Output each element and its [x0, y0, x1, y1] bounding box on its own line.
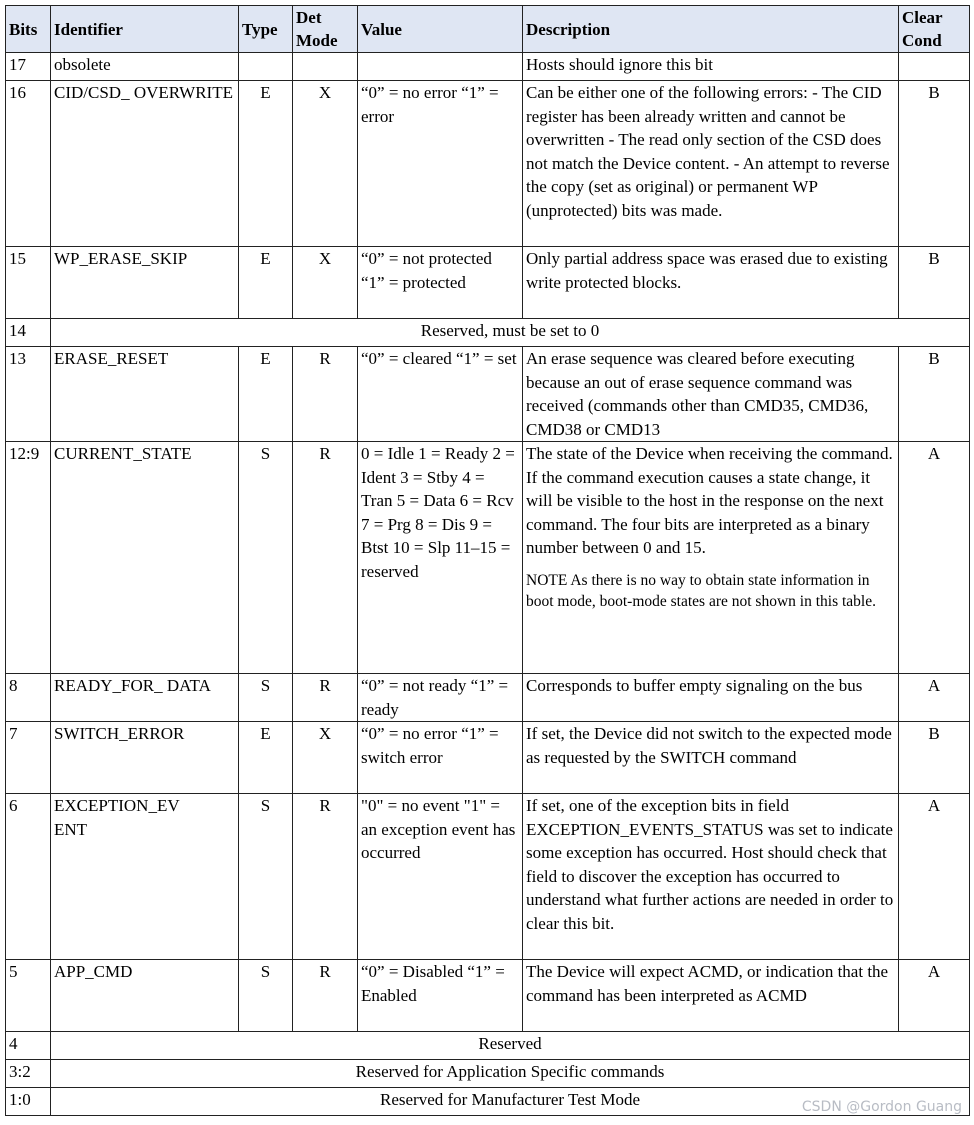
cell-clear-cond: A	[899, 442, 970, 674]
cell-clear-cond	[899, 53, 970, 81]
cell-value: 0 = Idle 1 = Ready 2 = Ident 3 = Stby 4 = Tran 5 = Data 6 = Rcv 7 = Prg 8 = Dis 9 = Btst 10 = Slp 11–15 = reserved	[358, 442, 523, 674]
header-value: Value	[358, 6, 523, 53]
cell-value: “0” = not protected “1” = protected	[358, 247, 523, 319]
cell-type: S	[239, 442, 293, 674]
cell-description: Can be either one of the following errors: - The CID register has been already written and cannot be overwritten - The read only section of the CSD does not match the Device content. - An attempt to reverse the copy (set as original) or permanent WP (unprotected) bits was made.	[523, 81, 899, 247]
cell-bits: 7	[6, 722, 51, 794]
cell-value: “0” = Disabled “1” = Enabled	[358, 960, 523, 1032]
table-row	[6, 247, 970, 319]
cell-type: E	[239, 247, 293, 319]
cell-det-mode: X	[293, 247, 358, 319]
header-bits: Bits	[6, 6, 51, 53]
cell-bits: 14	[6, 319, 51, 347]
description-text: The state of the Device when receiving the command. If the command execution causes a state change, it will be visible to the host in the response on the next command. The four bits are interpreted as a binary number between 0 and 15.	[526, 444, 893, 557]
cell-det-mode: X	[293, 81, 358, 247]
table-row	[6, 794, 970, 960]
cell-clear-cond: B	[899, 81, 970, 247]
cell-description: Corresponds to buffer empty signaling on the bus	[523, 674, 899, 722]
table-header-row	[6, 6, 970, 53]
cell-det-mode: R	[293, 442, 358, 674]
cell-bits: 3:2	[6, 1060, 51, 1088]
cell-clear-cond: B	[899, 247, 970, 319]
cell-det-mode: R	[293, 960, 358, 1032]
cell-bits: 4	[6, 1032, 51, 1060]
header-type: Type	[239, 6, 293, 53]
cell-description	[523, 442, 899, 674]
cell-bits: 12:9	[6, 442, 51, 674]
cell-type	[239, 53, 293, 81]
cell-identifier: obsolete	[51, 53, 239, 81]
cell-description: The Device will expect ACMD, or indication that the command has been interpreted as ACMD	[523, 960, 899, 1032]
table-row	[6, 53, 970, 81]
cell-value: “0” = cleared “1” = set	[358, 347, 523, 442]
cell-det-mode	[293, 53, 358, 81]
cell-det-mode: R	[293, 674, 358, 722]
cell-reserved-text: Reserved for Application Specific commands	[51, 1060, 970, 1088]
table-row	[6, 960, 970, 1032]
status-table-container	[5, 5, 970, 1116]
cell-bits: 5	[6, 960, 51, 1032]
cell-clear-cond: A	[899, 674, 970, 722]
cell-identifier: SWITCH_ERROR	[51, 722, 239, 794]
cell-type: S	[239, 960, 293, 1032]
description-note: NOTE As there is no way to obtain state information in boot mode, boot-mode states are not shown in this table.	[526, 571, 876, 610]
cell-det-mode: R	[293, 794, 358, 960]
cell-identifier: APP_CMD	[51, 960, 239, 1032]
table-row-reserved	[6, 1032, 970, 1060]
cell-value: "0" = no event "1" = an exception event has occurred	[358, 794, 523, 960]
cell-identifier: CURRENT_STATE	[51, 442, 239, 674]
header-det-mode: Det Mode	[293, 6, 358, 53]
cell-identifier: ERASE_RESET	[51, 347, 239, 442]
table-row	[6, 674, 970, 722]
cell-type: S	[239, 674, 293, 722]
table-row	[6, 347, 970, 442]
cell-reserved-text: Reserved, must be set to 0	[51, 319, 970, 347]
cell-type: E	[239, 722, 293, 794]
card-status-table	[5, 5, 970, 1116]
header-clear-cond: Clear Cond	[899, 6, 970, 53]
cell-bits: 13	[6, 347, 51, 442]
cell-det-mode: R	[293, 347, 358, 442]
cell-type: E	[239, 347, 293, 442]
cell-bits: 16	[6, 81, 51, 247]
cell-description: Only partial address space was erased due to existing write protected blocks.	[523, 247, 899, 319]
header-identifier: Identifier	[51, 6, 239, 53]
cell-clear-cond: B	[899, 722, 970, 794]
cell-description: If set, one of the exception bits in field EXCEPTION_EVENTS_STATUS was set to indicate some exception has occurred. Host should check that field to discover the exception has occurred to understand what further actions are needed in order to clear this bit.	[523, 794, 899, 960]
cell-bits: 17	[6, 53, 51, 81]
cell-type: S	[239, 794, 293, 960]
cell-bits: 6	[6, 794, 51, 960]
cell-value	[358, 53, 523, 81]
cell-clear-cond: A	[899, 960, 970, 1032]
cell-type: E	[239, 81, 293, 247]
cell-reserved-text: Reserved	[51, 1032, 970, 1060]
cell-reserved-text: Reserved for Manufacturer Test Mode	[51, 1088, 970, 1116]
cell-value: “0” = no error “1” = switch error	[358, 722, 523, 794]
cell-clear-cond: A	[899, 794, 970, 960]
cell-identifier: CID/CSD_ OVERWRITE	[51, 81, 239, 247]
cell-value: “0” = not ready “1” = ready	[358, 674, 523, 722]
cell-description: An erase sequence was cleared before executing because an out of erase sequence command was received (commands other than CMD35, CMD36, CMD38 or CMD13	[523, 347, 899, 442]
cell-identifier: READY_FOR_ DATA	[51, 674, 239, 722]
cell-description: If set, the Device did not switch to the expected mode as requested by the SWITCH command	[523, 722, 899, 794]
cell-clear-cond: B	[899, 347, 970, 442]
table-row-reserved	[6, 1060, 970, 1088]
table-row	[6, 722, 970, 794]
cell-bits: 8	[6, 674, 51, 722]
watermark: CSDN @Gordon Guang	[801, 1099, 962, 1115]
cell-det-mode: X	[293, 722, 358, 794]
table-row	[6, 442, 970, 674]
cell-bits: 1:0	[6, 1088, 51, 1116]
table-row	[6, 81, 970, 247]
cell-value: “0” = no error “1” = error	[358, 81, 523, 247]
cell-description: Hosts should ignore this bit	[523, 53, 899, 81]
cell-identifier: EXCEPTION_EVENT	[51, 794, 239, 960]
cell-identifier: WP_ERASE_SKIP	[51, 247, 239, 319]
header-description: Description	[523, 6, 899, 53]
table-row-reserved	[6, 319, 970, 347]
cell-bits: 15	[6, 247, 51, 319]
